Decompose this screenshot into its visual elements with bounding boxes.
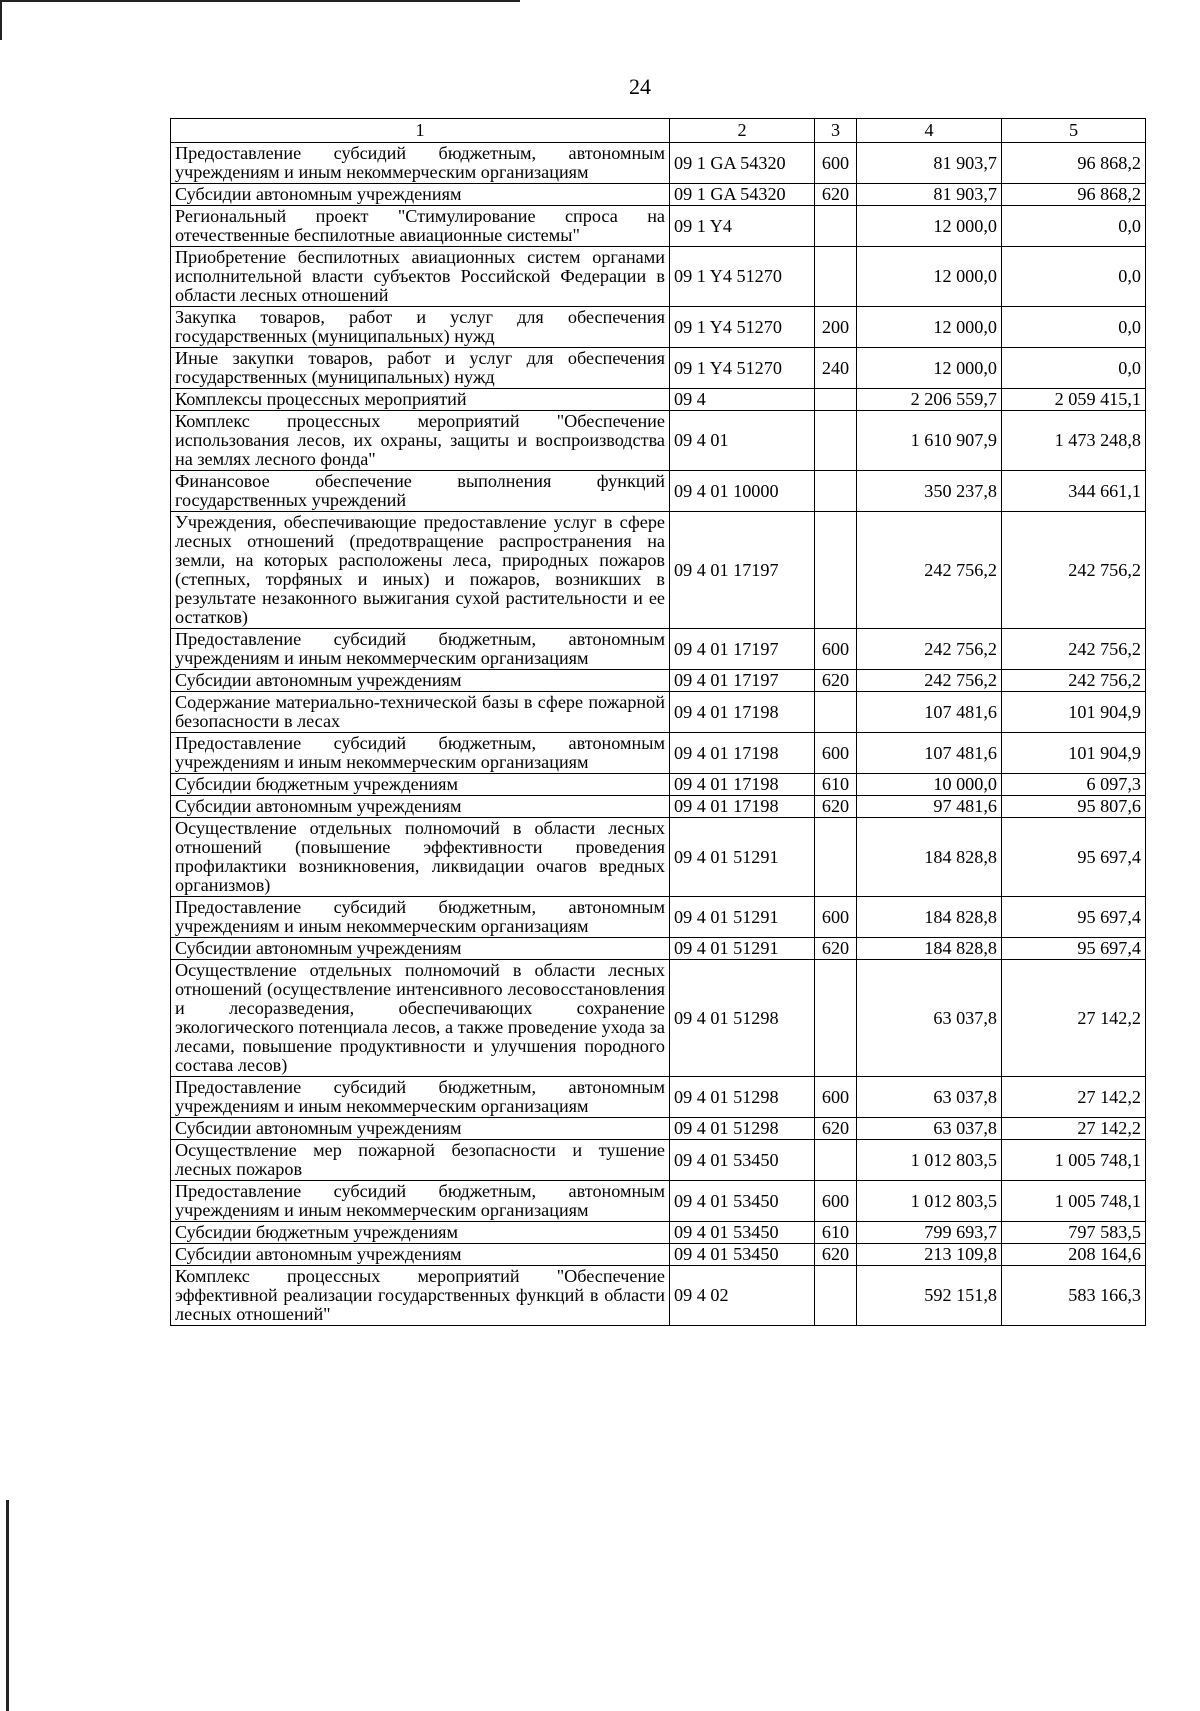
column-header: 3 <box>815 119 857 143</box>
row-description: Содержание материально-технической базы в сфере пожарной безопасности в лесах <box>171 692 670 733</box>
row-code: 09 1 Y4 51270 <box>670 307 815 348</box>
row-description: Осуществление отдельных полномочий в области лесных отношений (повышение эффективности проведения профилактики возникновения, ликвидации очагов вредных организмов) <box>171 818 670 897</box>
row-amount-col4: 63 037,8 <box>857 960 1002 1077</box>
row-description: Иные закупки товаров, работ и услуг для обеспечения государственных (муниципальных) нужд <box>171 348 670 389</box>
row-description: Предоставление субсидий бюджетным, автономным учреждениям и иным некоммерческим организациям <box>171 1181 670 1222</box>
table-row <box>171 670 1146 692</box>
table-row <box>171 143 1146 184</box>
row-code: 09 1 Y4 <box>670 206 815 247</box>
row-amount-col5: 27 142,2 <box>1002 1077 1146 1118</box>
row-description: Субсидии автономным учреждениям <box>171 184 670 206</box>
row-expense-type <box>815 512 857 629</box>
row-expense-type: 600 <box>815 1077 857 1118</box>
row-code: 09 4 01 10000 <box>670 471 815 512</box>
row-description: Учреждения, обеспечивающие предоставление услуг в сфере лесных отношений (предотвращение распространения на земли, на которых расположены леса, природных пожаров (степных, торфяных и иных) и пожаров, возникших в результате незаконного выжигания сухой растительности и ее остатков) <box>171 512 670 629</box>
table-row <box>171 348 1146 389</box>
row-expense-type <box>815 206 857 247</box>
row-description: Субсидии автономным учреждениям <box>171 670 670 692</box>
column-header: 5 <box>1002 119 1146 143</box>
row-amount-col4: 81 903,7 <box>857 143 1002 184</box>
budget-table <box>170 118 1146 1326</box>
row-amount-col5: 797 583,5 <box>1002 1222 1146 1244</box>
row-expense-type: 600 <box>815 1181 857 1222</box>
row-amount-col5: 95 697,4 <box>1002 938 1146 960</box>
row-amount-col4: 184 828,8 <box>857 938 1002 960</box>
table-row <box>171 692 1146 733</box>
row-amount-col5: 95 697,4 <box>1002 818 1146 897</box>
row-code: 09 4 01 51291 <box>670 897 815 938</box>
row-description: Предоставление субсидий бюджетным, автономным учреждениям и иным некоммерческим организациям <box>171 733 670 774</box>
row-expense-type: 610 <box>815 774 857 796</box>
row-code: 09 4 01 17197 <box>670 670 815 692</box>
row-code: 09 4 01 17198 <box>670 692 815 733</box>
row-description: Субсидии автономным учреждениям <box>171 938 670 960</box>
row-expense-type <box>815 247 857 307</box>
row-amount-col5: 101 904,9 <box>1002 733 1146 774</box>
row-code: 09 4 01 17198 <box>670 733 815 774</box>
row-amount-col4: 592 151,8 <box>857 1266 1002 1326</box>
row-expense-type <box>815 471 857 512</box>
row-amount-col5: 344 661,1 <box>1002 471 1146 512</box>
row-description: Региональный проект "Стимулирование спроса на отечественные беспилотные авиационные системы" <box>171 206 670 247</box>
row-code: 09 1 GA 54320 <box>670 184 815 206</box>
row-description: Предоставление субсидий бюджетным, автономным учреждениям и иным некоммерческим организациям <box>171 143 670 184</box>
row-description: Финансовое обеспечение выполнения функций государственных учреждений <box>171 471 670 512</box>
row-amount-col5: 0,0 <box>1002 348 1146 389</box>
table-row <box>171 897 1146 938</box>
row-description: Комплексы процессных мероприятий <box>171 389 670 411</box>
column-header: 1 <box>171 119 670 143</box>
row-amount-col5: 0,0 <box>1002 247 1146 307</box>
row-amount-col5: 1 005 748,1 <box>1002 1181 1146 1222</box>
row-amount-col5: 27 142,2 <box>1002 1118 1146 1140</box>
scan-artifact-left-bar <box>6 1500 9 1711</box>
row-description: Предоставление субсидий бюджетным, автономным учреждениям и иным некоммерческим организациям <box>171 629 670 670</box>
row-amount-col4: 1 012 803,5 <box>857 1181 1002 1222</box>
table-row <box>171 184 1146 206</box>
row-amount-col4: 1 012 803,5 <box>857 1140 1002 1181</box>
table-row <box>171 307 1146 348</box>
row-expense-type: 620 <box>815 184 857 206</box>
table-row <box>171 389 1146 411</box>
table-row <box>171 1222 1146 1244</box>
row-expense-type: 600 <box>815 629 857 670</box>
row-description: Субсидии бюджетным учреждениям <box>171 774 670 796</box>
row-description: Приобретение беспилотных авиационных систем органами исполнительной власти субъектов Российской Федерации в области лесных отношений <box>171 247 670 307</box>
table-row <box>171 1140 1146 1181</box>
row-amount-col4: 97 481,6 <box>857 796 1002 818</box>
table-row <box>171 733 1146 774</box>
row-code: 09 4 01 51291 <box>670 818 815 897</box>
row-description: Предоставление субсидий бюджетным, автономным учреждениям и иным некоммерческим организациям <box>171 1077 670 1118</box>
row-description: Субсидии автономным учреждениям <box>171 796 670 818</box>
row-expense-type <box>815 389 857 411</box>
row-amount-col4: 12 000,0 <box>857 348 1002 389</box>
page-number: 24 <box>629 74 651 99</box>
row-description: Субсидии бюджетным учреждениям <box>171 1222 670 1244</box>
table-row <box>171 774 1146 796</box>
row-amount-col5: 1 473 248,8 <box>1002 411 1146 471</box>
table-row <box>171 1181 1146 1222</box>
row-amount-col5: 0,0 <box>1002 307 1146 348</box>
column-header: 4 <box>857 119 1002 143</box>
row-amount-col5: 583 166,3 <box>1002 1266 1146 1326</box>
row-amount-col4: 213 109,8 <box>857 1244 1002 1266</box>
row-description: Предоставление субсидий бюджетным, автономным учреждениям и иным некоммерческим организациям <box>171 897 670 938</box>
row-code: 09 4 01 53450 <box>670 1140 815 1181</box>
row-amount-col4: 242 756,2 <box>857 512 1002 629</box>
row-expense-type: 620 <box>815 938 857 960</box>
row-amount-col5: 95 697,4 <box>1002 897 1146 938</box>
row-amount-col4: 63 037,8 <box>857 1077 1002 1118</box>
row-code: 09 4 01 53450 <box>670 1181 815 1222</box>
column-header: 2 <box>670 119 815 143</box>
row-code: 09 4 01 53450 <box>670 1222 815 1244</box>
scan-artifact-top-line <box>0 0 520 2</box>
row-code: 09 1 GA 54320 <box>670 143 815 184</box>
table-header-row <box>171 119 1146 143</box>
row-amount-col5: 0,0 <box>1002 206 1146 247</box>
row-amount-col4: 2 206 559,7 <box>857 389 1002 411</box>
table-row <box>171 818 1146 897</box>
row-amount-col4: 12 000,0 <box>857 307 1002 348</box>
row-amount-col4: 350 237,8 <box>857 471 1002 512</box>
row-expense-type <box>815 960 857 1077</box>
row-amount-col5: 208 164,6 <box>1002 1244 1146 1266</box>
row-amount-col5: 1 005 748,1 <box>1002 1140 1146 1181</box>
row-amount-col5: 242 756,2 <box>1002 670 1146 692</box>
row-amount-col4: 81 903,7 <box>857 184 1002 206</box>
row-amount-col5: 96 868,2 <box>1002 143 1146 184</box>
row-amount-col4: 242 756,2 <box>857 629 1002 670</box>
row-expense-type <box>815 1266 857 1326</box>
row-expense-type <box>815 818 857 897</box>
row-code: 09 4 01 17197 <box>670 629 815 670</box>
row-description: Осуществление отдельных полномочий в области лесных отношений (осуществление интенсивного лесовосстановления и лесоразведения, обеспечивающих сохранение экологического потенциала лесов, а также проведение ухода за лесами, повышение продуктивности и улучшения породного состава лесов) <box>171 960 670 1077</box>
row-amount-col4: 63 037,8 <box>857 1118 1002 1140</box>
table-row <box>171 512 1146 629</box>
row-amount-col4: 12 000,0 <box>857 206 1002 247</box>
row-amount-col4: 12 000,0 <box>857 247 1002 307</box>
table-row <box>171 1244 1146 1266</box>
row-expense-type: 620 <box>815 670 857 692</box>
row-expense-type: 240 <box>815 348 857 389</box>
row-expense-type <box>815 692 857 733</box>
row-amount-col5: 242 756,2 <box>1002 629 1146 670</box>
row-description: Субсидии автономным учреждениям <box>171 1118 670 1140</box>
row-code: 09 1 Y4 51270 <box>670 348 815 389</box>
row-expense-type <box>815 1140 857 1181</box>
row-amount-col4: 242 756,2 <box>857 670 1002 692</box>
row-code: 09 1 Y4 51270 <box>670 247 815 307</box>
row-amount-col5: 95 807,6 <box>1002 796 1146 818</box>
row-description: Осуществление мер пожарной безопасности и тушение лесных пожаров <box>171 1140 670 1181</box>
row-expense-type: 610 <box>815 1222 857 1244</box>
row-code: 09 4 01 51298 <box>670 960 815 1077</box>
row-amount-col4: 799 693,7 <box>857 1222 1002 1244</box>
row-expense-type: 600 <box>815 733 857 774</box>
row-expense-type: 620 <box>815 1118 857 1140</box>
row-code: 09 4 01 <box>670 411 815 471</box>
row-expense-type <box>815 411 857 471</box>
row-expense-type: 620 <box>815 796 857 818</box>
row-amount-col5: 101 904,9 <box>1002 692 1146 733</box>
row-code: 09 4 02 <box>670 1266 815 1326</box>
table-row <box>171 247 1146 307</box>
row-code: 09 4 01 17197 <box>670 512 815 629</box>
table-row <box>171 1266 1146 1326</box>
row-description: Комплекс процессных мероприятий "Обеспечение эффективной реализации государственных функций в области лесных отношений" <box>171 1266 670 1326</box>
table-row <box>171 938 1146 960</box>
row-amount-col4: 184 828,8 <box>857 818 1002 897</box>
row-amount-col4: 107 481,6 <box>857 692 1002 733</box>
row-expense-type: 600 <box>815 897 857 938</box>
row-amount-col5: 27 142,2 <box>1002 960 1146 1077</box>
row-amount-col5: 96 868,2 <box>1002 184 1146 206</box>
row-expense-type: 620 <box>815 1244 857 1266</box>
table-row <box>171 1118 1146 1140</box>
row-amount-col4: 107 481,6 <box>857 733 1002 774</box>
row-amount-col4: 184 828,8 <box>857 897 1002 938</box>
table-row <box>171 411 1146 471</box>
row-code: 09 4 01 17198 <box>670 796 815 818</box>
table-row <box>171 206 1146 247</box>
table-row <box>171 1077 1146 1118</box>
row-amount-col4: 1 610 907,9 <box>857 411 1002 471</box>
row-amount-col4: 10 000,0 <box>857 774 1002 796</box>
row-code: 09 4 01 51298 <box>670 1118 815 1140</box>
scan-artifact-left-edge <box>0 0 2 40</box>
row-expense-type: 200 <box>815 307 857 348</box>
table-body <box>171 143 1146 1326</box>
row-code: 09 4 <box>670 389 815 411</box>
table-row <box>171 471 1146 512</box>
row-description: Комплекс процессных мероприятий "Обеспечение использования лесов, их охраны, защиты и воспроизводства на землях лесного фонда" <box>171 411 670 471</box>
row-code: 09 4 01 51298 <box>670 1077 815 1118</box>
row-code: 09 4 01 17198 <box>670 774 815 796</box>
table-row <box>171 796 1146 818</box>
row-code: 09 4 01 53450 <box>670 1244 815 1266</box>
table-row <box>171 960 1146 1077</box>
row-description: Закупка товаров, работ и услуг для обеспечения государственных (муниципальных) нужд <box>171 307 670 348</box>
row-amount-col5: 6 097,3 <box>1002 774 1146 796</box>
row-amount-col5: 242 756,2 <box>1002 512 1146 629</box>
row-code: 09 4 01 51291 <box>670 938 815 960</box>
row-amount-col5: 2 059 415,1 <box>1002 389 1146 411</box>
table-row <box>171 629 1146 670</box>
row-expense-type: 600 <box>815 143 857 184</box>
row-description: Субсидии автономным учреждениям <box>171 1244 670 1266</box>
